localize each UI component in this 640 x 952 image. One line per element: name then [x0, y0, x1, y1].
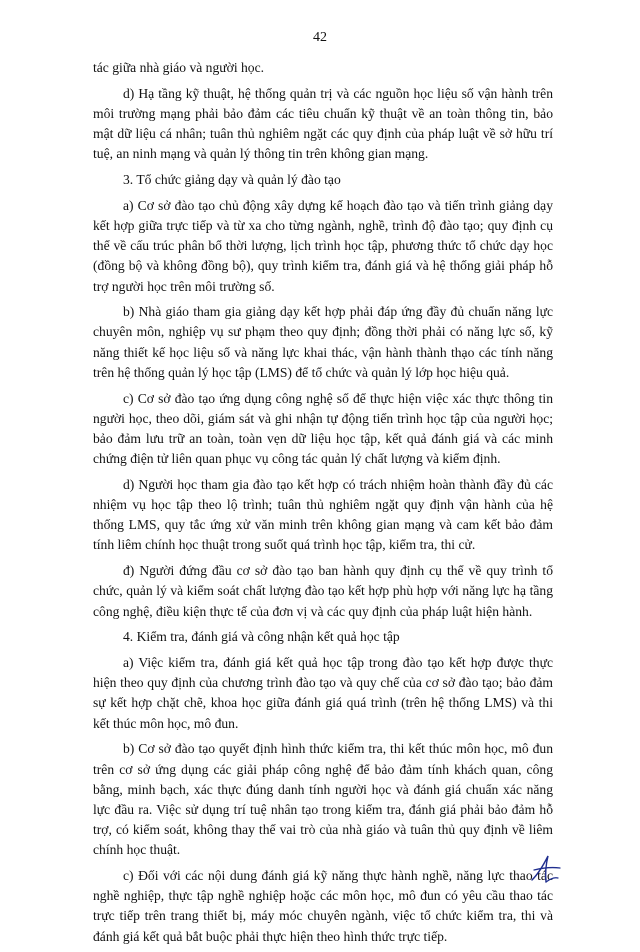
paragraph-training-plan: a) Cơ sở đào tạo chủ động xây dựng kế hoạch đào tạo và tiến trình giảng dạy kết hợp giữa trực tiếp và từ xa cho từng ngành, nghề, trình độ đào tạo; quy định cụ thể về cấu trúc phân bổ thời lượng, lịch trình học tập, phương thức tổ chức dạy học (đồng bộ và không đồng bộ), quy trình kiểm tra, đánh giá và hệ thống giải pháp hỗ trợ người học trên môi trường số. — [93, 197, 553, 294]
paragraph-digital-tracking: c) Cơ sở đào tạo ứng dụng công nghệ số để thực hiện việc xác thực thông tin người học, theo dõi, giám sát và ghi nhận tự động tiến trình học tập của người học; bảo đảm lưu trữ an toàn, toàn vẹn dữ liệu học tập, kết quả đánh giá và các minh chứng điện tử liên quan phục vụ công tác quản lý chất lượng và kiểm định. — [93, 390, 553, 467]
paragraph-learner-responsibilities: d) Người học tham gia đào tạo kết hợp có trách nhiệm hoàn thành đầy đủ các nhiệm vụ học tập theo lộ trình; tuân thủ nghiêm ngặt quy định vận hành của hệ thống LMS, quy tắc ứng xử văn minh trên không gian mạng và cam kết bảo đảm tính liêm chính học thuật trong suốt quá trình học tập, kiểm tra, thi cử. — [93, 476, 553, 553]
paragraph-continuation: tác giữa nhà giáo và người học. — [93, 60, 265, 75]
initials-signature — [528, 852, 564, 886]
section-heading-assessment: 4. Kiểm tra, đánh giá và công nhận kết quả học tập — [123, 629, 400, 645]
section-heading-teaching-management: 3. Tổ chức giảng dạy và quản lý đào tạo — [123, 172, 341, 188]
page-number: 42 — [313, 30, 327, 45]
paragraph-teacher-requirements: b) Nhà giáo tham gia giảng dạy kết hợp phải đáp ứng đầy đủ chuẩn năng lực chuyên môn, nghiệp vụ sư phạm theo quy định; đồng thời phải có năng lực số, kỹ năng thiết kế học liệu số và năng lực khai thác, vận hành thành thạo các tính năng trên hệ thống quản lý học tập (LMS) để tổ chức và quản lý lớp học hiệu quả. — [93, 304, 553, 380]
paragraph-infrastructure: d) Hạ tầng kỹ thuật, hệ thống quản trị và các nguồn học liệu số vận hành trên môi trường mạng phải bảo đảm các tiêu chuẩn kỹ thuật về an toàn thông tin, bảo mật dữ liệu cá nhân; tuân thủ nghiêm ngặt các quy định của pháp luật về sở hữu trí tuệ, an ninh mạng và quản lý thông tin trên không gian mạng. — [93, 85, 553, 162]
paragraph-head-regulations: đ) Người đứng đầu cơ sở đào tạo ban hành quy định cụ thể về quy trình tổ chức, quản lý và kiểm soát chất lượng đào tạo kết hợp phù hợp với năng lực hạ tầng công nghệ, điều kiện thực tế của đơn vị và các quy định của pháp luật hiện hành. — [93, 563, 553, 619]
paragraph-practical-assessment: c) Đối với các nội dung đánh giá kỹ năng thực hành nghề, năng lực thao tác nghề nghiệp, thực tập nghề nghiệp hoặc các môn học, mô đun có yêu cầu thao tác trực tiếp trên trang thiết bị, máy móc chuyên ngành, việc tổ chức kiểm tra, thi và đánh giá kết quả bắt buộc phải thực hiện theo hình thức trực tiếp. — [93, 868, 553, 944]
document-body — [93, 58, 553, 952]
paragraph-exam-format: b) Cơ sở đào tạo quyết định hình thức kiểm tra, thi kết thúc môn học, mô đun trên cơ sở ứng dụng các giải pháp công nghệ để bảo đảm tính khách quan, công bằng, minh bạch, xác thực đúng danh tính người học và đánh giá chuẩn xác năng lực đầu ra. Việc sử dụng trí tuệ nhân tạo trong kiểm tra, đánh giá phải bảo đảm hỗ trợ, có kiểm soát, không thay thế vai trò của nhà giáo và tuân thủ quy định về liêm chính học thuật. — [93, 741, 553, 858]
paragraph-assessment-rules: a) Việc kiểm tra, đánh giá kết quả học tập trong đào tạo kết hợp được thực hiện theo quy định của chương trình đào tạo và quy chế của cơ sở đào tạo; bảo đảm sự kết hợp chặt chẽ, khoa học giữa đánh giá quá trình (trên hệ thống LMS) và thi kết thúc môn học, mô đun. — [93, 654, 553, 731]
